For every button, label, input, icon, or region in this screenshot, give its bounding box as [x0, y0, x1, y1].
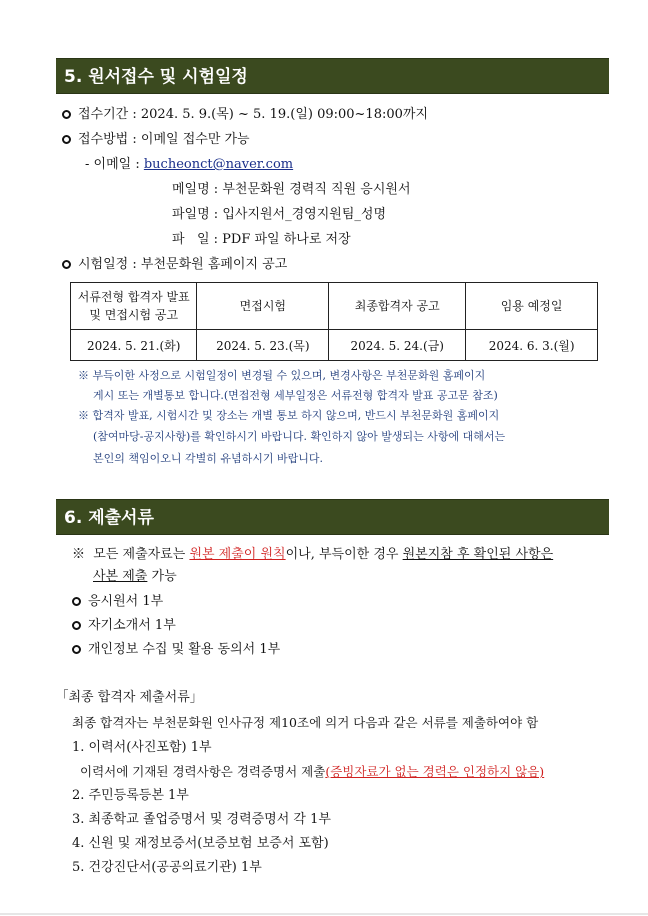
- mail-name-value: 부천문화원 경력직 직원 응시원서: [222, 182, 411, 197]
- file-value: PDF 파일 하나로 저장: [222, 232, 351, 247]
- mail-name-row: [172, 181, 411, 199]
- date-cell: 2024. 5. 23.(목): [197, 330, 329, 361]
- note-line: ※ 부득이한 사정으로 시험일정이 변경될 수 있으며, 변경사항은 부천문화원 홈페이지: [78, 369, 486, 382]
- list-item: [72, 641, 280, 659]
- schedule-row: 시험일정 : 부천문화원 홈페이지 공고: [62, 256, 287, 274]
- circle-bullet-icon: [72, 597, 81, 606]
- email-link[interactable]: bucheonct@naver.com: [143, 157, 294, 172]
- final-item: 4. 신원 및 재정보증서(보증보험 보증서 포함): [72, 836, 329, 851]
- final-docs-intro: 최종 합격자는 부천문화원 인사규정 제10조에 의거 다음과 같은 서류를 제출하여야 함: [72, 715, 539, 730]
- schedule-label: 시험일정: [78, 257, 129, 272]
- submission-note-cont: [93, 568, 177, 586]
- table-header-row: [71, 283, 598, 330]
- file-name-row: [172, 206, 386, 224]
- date-cell: 2024. 5. 21.(화): [71, 330, 197, 361]
- period-label: 접수기간: [78, 107, 129, 122]
- file-label: 파 일 :: [172, 232, 219, 247]
- note-prefix: ※ 모든 제출자료는: [72, 547, 190, 562]
- note-underline: 사본 제출: [93, 569, 148, 584]
- email-row: [85, 156, 293, 174]
- circle-bullet-icon: [72, 645, 81, 654]
- header-cell: 최종합격자 공고: [329, 283, 466, 330]
- final-item: 2. 주민등록등본 1부: [72, 788, 189, 803]
- list-item: [72, 617, 176, 635]
- page-bottom-divider: [0, 913, 648, 915]
- final-item: 5. 건강진단서(공공의료기관) 1부: [72, 860, 262, 875]
- section-5-title: 5. 원서접수 및 시험일정: [56, 58, 609, 94]
- circle-bullet-icon: [62, 135, 71, 144]
- header-cell: 면접시험: [197, 283, 329, 330]
- file-row: [172, 231, 351, 249]
- date-cell: 2024. 6. 3.(월): [466, 330, 598, 361]
- list-item: [72, 593, 163, 611]
- header-line: 및 면접시험 공고: [89, 308, 179, 322]
- file-name-label: 파일명 :: [172, 207, 219, 222]
- note-line: 본인의 책임이오니 각별히 유념하시기 바랍니다.: [93, 452, 324, 465]
- method-value: 이메일 접수만 가능: [140, 132, 250, 147]
- career-note: [80, 763, 544, 781]
- circle-bullet-icon: [62, 260, 71, 269]
- career-note-text: 이력서에 기재된 경력사항은 경력증명서 제출: [80, 764, 326, 779]
- note-red: 원본 제출이 원칙: [189, 547, 286, 562]
- header-cell: 임용 예정일: [466, 283, 598, 330]
- final-item: 1. 이력서(사진포함) 1부: [72, 740, 212, 755]
- career-note-red: (증빙자료가 없는 경력은 인정하지 않음): [325, 764, 545, 779]
- doc-item: 응시원서 1부: [88, 594, 164, 609]
- period-value: 2024. 5. 9.(목) ~ 5. 19.(일) 09:00~18:00까지: [140, 107, 429, 122]
- date-cell: 2024. 5. 24.(금): [329, 330, 466, 361]
- note-underline: 원본지참 후 확인된 사항은: [402, 547, 554, 562]
- final-item: 3. 최종학교 졸업증명서 및 경력증명서 각 1부: [72, 812, 331, 827]
- method-label: 접수방법: [78, 132, 129, 147]
- header-cell: [71, 283, 197, 330]
- header-line: 서류전형 합격자 발표: [77, 290, 190, 304]
- note-line: (참여마당-공지사항)를 확인하시기 바랍니다. 확인하지 않아 발생되는 사항에 대해서는: [93, 430, 506, 443]
- note-line: ※ 합격자 발표, 시험시간 및 장소는 개별 통보 하지 않으며, 반드시 부천문화원 홈페이지: [78, 409, 500, 422]
- schedule-value: 부천문화원 홈페이지 공고: [140, 257, 288, 272]
- doc-item: 자기소개서 1부: [88, 618, 176, 633]
- note-mid: 이나, 부득이한 경우: [285, 547, 403, 562]
- schedule-table: [70, 282, 598, 361]
- method-row: 접수방법 : 이메일 접수만 가능: [62, 131, 250, 149]
- circle-bullet-icon: [72, 621, 81, 630]
- final-docs-title: ｢최종 합격자 제출서류｣: [62, 690, 197, 705]
- mail-name-label: 메일명 :: [172, 182, 219, 197]
- file-name-value: 입사지원서_경영지원팀_성명: [222, 207, 387, 222]
- period-row: 접수기간 : 2024. 5. 9.(목) ~ 5. 19.(일) 09:00~18:00까지: [62, 106, 428, 124]
- note-line: 게시 또는 개별통보 합니다.(면접전형 세부일정은 서류전형 합격자 발표 공고문 참조): [93, 389, 498, 402]
- note-end: 가능: [147, 569, 177, 584]
- table-row: [71, 330, 598, 361]
- email-label: - 이메일 :: [85, 157, 140, 172]
- doc-item: 개인정보 수집 및 활용 동의서 1부: [88, 642, 281, 657]
- submission-note: [72, 546, 553, 564]
- circle-bullet-icon: [62, 110, 71, 119]
- section-6-title: 6. 제출서류: [56, 499, 609, 535]
